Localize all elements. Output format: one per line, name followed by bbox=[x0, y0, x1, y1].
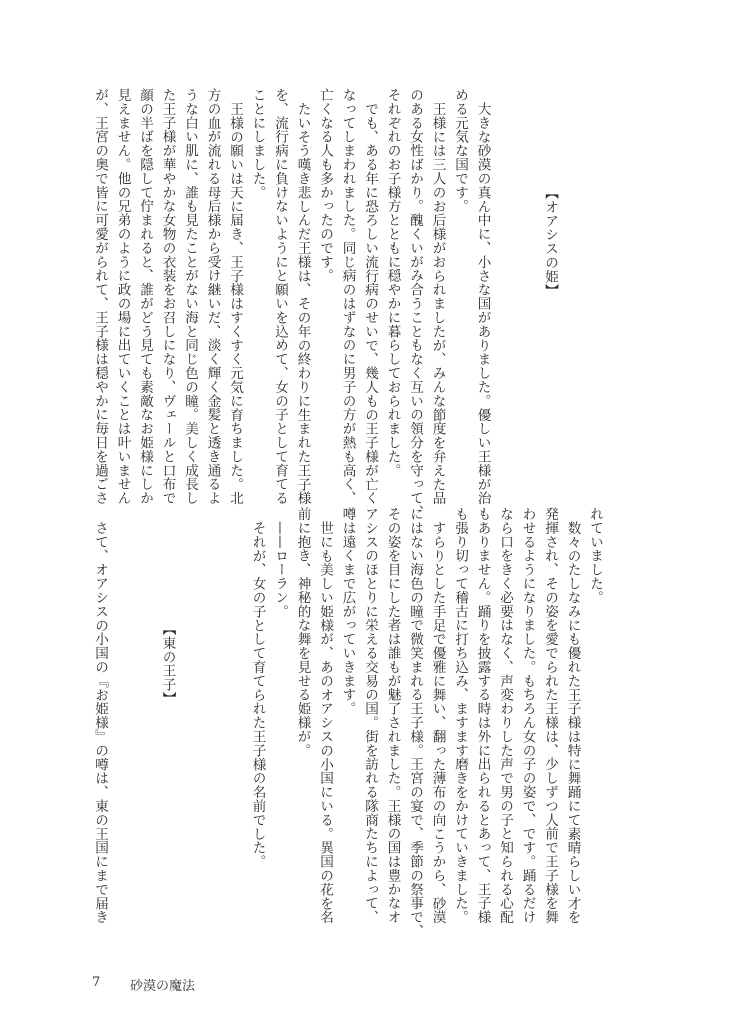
text-line: 見えません。他の兄弟のように政の場に出ていくことは叶いません bbox=[114, 88, 131, 505]
text-line: 発揮され、その姿を愛でられた王様は、少しずつ人前で王子様を舞 bbox=[542, 507, 558, 924]
text-line: にはない海色の瞳で微笑まれる王子様。王宮の宴で、季節の祭事で、 bbox=[407, 507, 423, 938]
text-line: うな白い肌に、誰も見たことがない海と同じ色の瞳。美しく成長し bbox=[182, 88, 198, 505]
text-line: も張り切って稽古に打ち込み、ますます磨きをかけていきました。 bbox=[452, 507, 468, 924]
section-heading-east-prince: 【東の王子】 bbox=[159, 622, 176, 706]
text-line: 数々のたしなみにも優れた王子様は特に舞踊にて素晴らしい才を bbox=[564, 521, 581, 925]
text-line: 世にも美しい姫様が、あのオアシスの小国にいる。異国の花を名 bbox=[317, 521, 333, 925]
text-line: その姿を目にした者は誰もが魅了されました。王様の国は豊かなオ bbox=[384, 507, 401, 924]
text-line: を、流行病に負けないようにと願いを込めて、女の子として育てる bbox=[272, 88, 288, 505]
text-line: のある女性ばかり。醜くいがみ合うこともなく互いの領分を守って、 bbox=[407, 88, 423, 519]
text-line: なら口をきく必要はなく、声変わりした声で男の子と知られる心配 bbox=[497, 507, 513, 924]
text-line: 噂は遠くまで広がっていきます。 bbox=[339, 507, 356, 716]
text-line: それが、女の子として育てられた王子様の名前でした。 bbox=[249, 521, 266, 869]
section-heading-oasis-princess: 【オアシスの姫】 bbox=[542, 186, 558, 298]
text-line: める元気な国です。 bbox=[452, 88, 468, 214]
page-number: 7 bbox=[92, 975, 101, 990]
text-line: すらりとした手足で優雅に舞い、翻った薄布の向こうから、砂漠 bbox=[429, 521, 446, 925]
text-line: 亡くなる人も多かったのです。 bbox=[317, 88, 333, 283]
text-line: 王様の願いは天に届き、王子様はすくすく元気に育ちました。北 bbox=[227, 102, 243, 506]
text-line: ——ローラン。 bbox=[272, 521, 288, 619]
text-line: もありません。踊りを披露する時は外に出られるとあって、王子様 bbox=[474, 507, 491, 924]
text-line: さて、オアシスの小国の『お姫様』の噂は、東の王国にまで届き bbox=[92, 521, 108, 925]
text-line: でも、ある年に恐ろしい流行病のせいで、幾人もの王子様が亡く bbox=[362, 102, 378, 506]
text-line: わせるようになりました。もちろん女の子の姿で、です。踊るだけ bbox=[519, 507, 536, 924]
text-line: 王様には三人のお后様がおられましたが、みんな節度を弁えた品 bbox=[429, 102, 446, 506]
text-line: 大きな砂漠の真ん中に、小さな国がありました。優しい王様が治 bbox=[474, 102, 491, 506]
book-title: 砂漠の魔法 bbox=[130, 979, 196, 994]
text-line: た王子様が華やかな女物の衣装をお召しになり、ヴェールと口布で bbox=[159, 88, 176, 505]
text-line: アシスのほとりに栄える交易の国。街を訪れる隊商たちによって、 bbox=[362, 507, 378, 924]
text-line: ことにしました。 bbox=[249, 88, 266, 200]
text-line: 前に抱き、神秘的な舞を見せる姫様が。 bbox=[294, 507, 311, 758]
text-line: が、王宮の奥で皆に可愛がられて、王子様は穏やかに毎日を過ごさ bbox=[92, 88, 108, 505]
text-line: それぞれのお子様方とともに穏やかに暮らしておられました。 bbox=[384, 88, 401, 478]
text-line: なってしまわれました。同じ病のはずなのに男子の方が熱も高く、 bbox=[339, 88, 356, 505]
text-line: たいそう嘆き悲しんだ王様は、その年の終わりに生まれた王子様 bbox=[294, 102, 311, 506]
text-line: れていました。 bbox=[587, 507, 603, 605]
text-line: 方の血が流れる母后様から受け継いだ、淡く輝く金髪と透き通るよ bbox=[204, 88, 221, 505]
text-line: 顔の半ばを隠して佇まれると、誰がどう見ても素敵なお姫様にしか bbox=[137, 88, 153, 505]
